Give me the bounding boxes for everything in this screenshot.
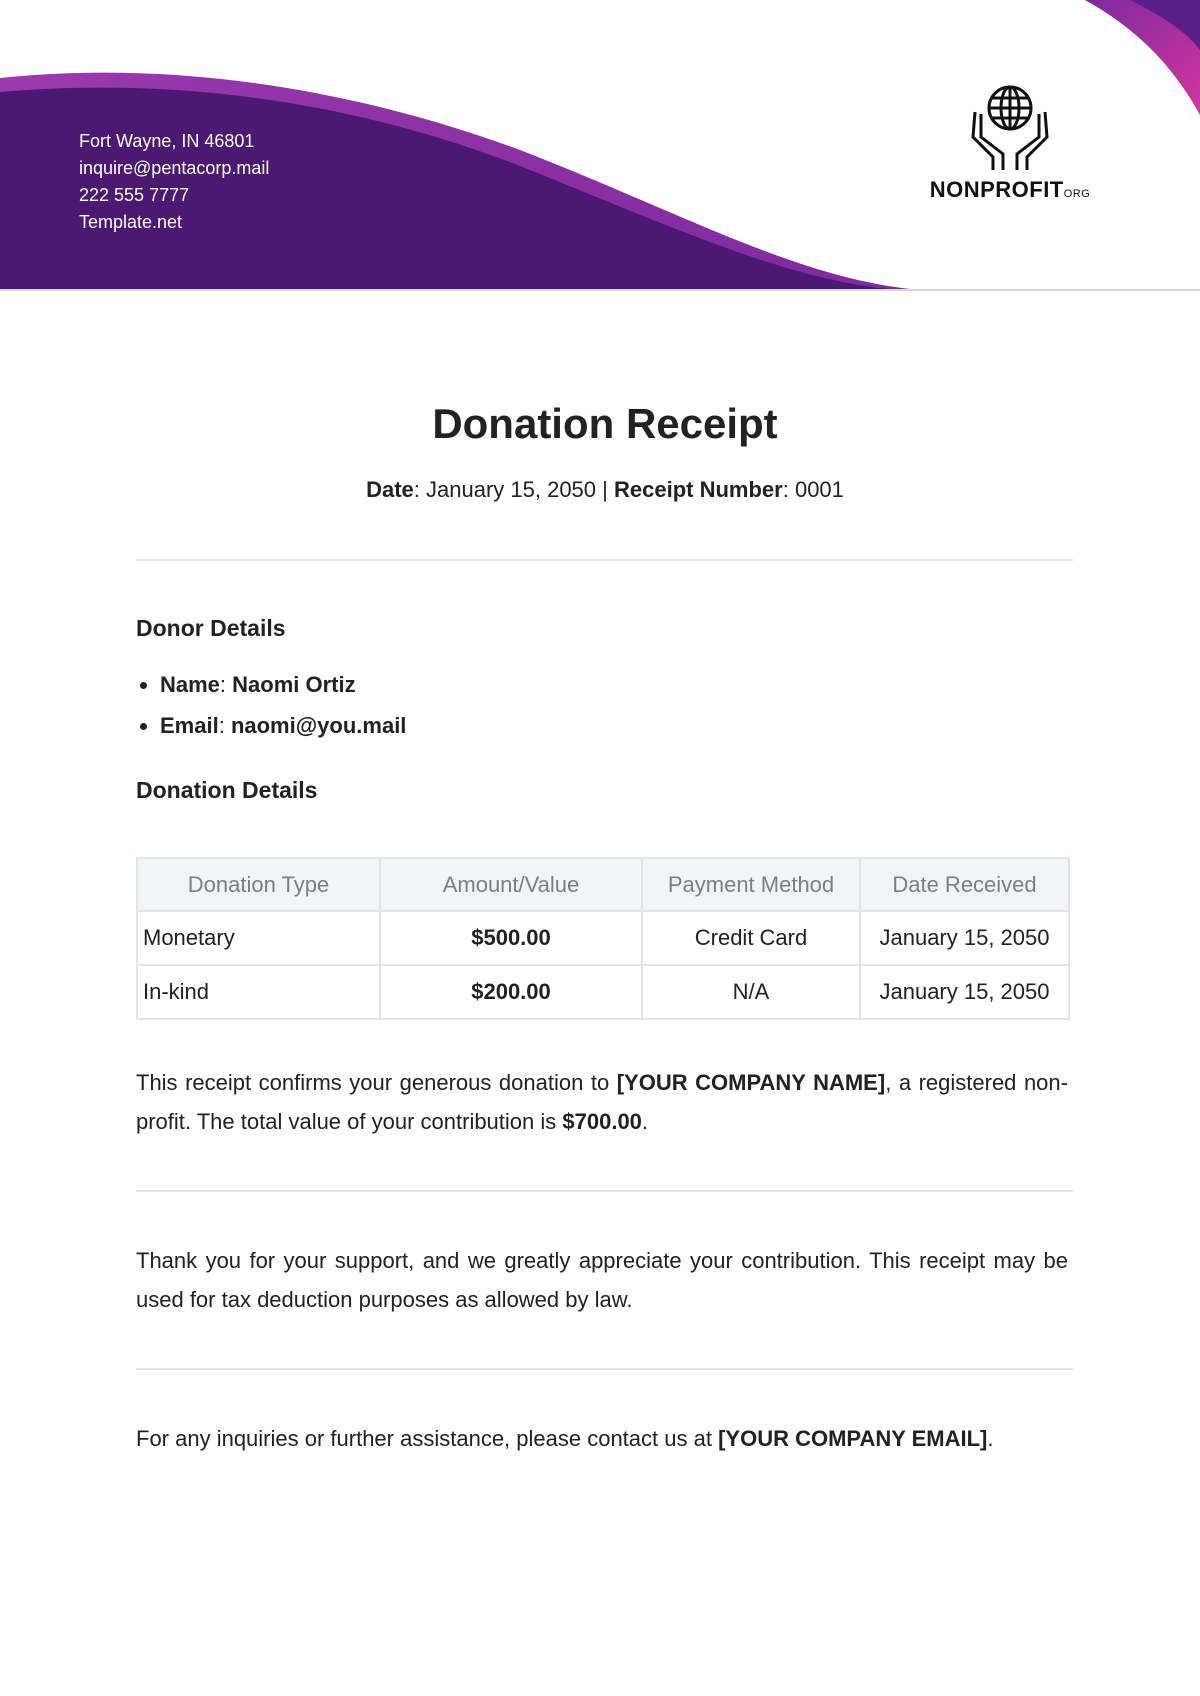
thank-you-paragraph: Thank you for your support, and we greatly appreciate your contribution. This receipt may be used for tax deduction purposes as allowed by law.: [136, 1248, 1068, 1312]
phone: 222 555 7777: [79, 185, 190, 205]
address: Fort Wayne, IN 46801: [79, 131, 255, 151]
cell-type: In-kind: [137, 965, 380, 1019]
table-row: [137, 911, 1069, 965]
table-header: [137, 858, 1069, 911]
email: inquire@pentacorp.mail: [79, 158, 270, 178]
cell-amount: $500.00: [380, 911, 642, 965]
cell-amount: $200.00: [380, 965, 642, 1019]
col-date-received: Date Received: [860, 858, 1069, 911]
contact-info: [79, 128, 269, 236]
donor-heading: Donor Details: [136, 615, 286, 641]
date-label: Date: [366, 477, 414, 502]
donor-name: • Name: Naomi Ortiz: [160, 664, 406, 705]
cell-method: Credit Card: [642, 911, 860, 965]
date-value: January 15, 2050: [426, 477, 597, 502]
logo: [910, 82, 1110, 203]
col-payment-method: Payment Method: [642, 858, 860, 911]
logo-name: NONPROFIT: [929, 177, 1064, 202]
cell-type: Monetary: [137, 911, 380, 965]
cell-date: January 15, 2050: [860, 965, 1069, 1019]
confirmation-paragraph: This receipt confirms your generous donation to [YOUR COMPANY NAME], a registered non-profit. The total value of your contribution is $700.00.: [136, 1070, 1068, 1134]
cell-date: January 15, 2050: [860, 911, 1069, 965]
col-donation-type: Donation Type: [137, 858, 380, 911]
receipt-meta: Date: January 15, 2050 | Receipt Number: 0001: [366, 477, 844, 502]
receipt-label: Receipt Number: [614, 477, 783, 502]
col-amount: Amount/Value: [380, 858, 642, 911]
cell-method: N/A: [642, 965, 860, 1019]
receipt-value: 0001: [794, 477, 844, 502]
divider: [136, 1368, 1073, 1370]
donor-email: • Email: naomi@you.mail: [160, 705, 406, 746]
table-row: [137, 965, 1069, 1019]
divider: [136, 559, 1073, 561]
website: Template.net: [79, 212, 183, 232]
contact-paragraph: For any inquiries or further assistance, please contact us at [YOUR COMPANY EMAIL].: [136, 1426, 994, 1451]
divider: [136, 1190, 1073, 1192]
hands-globe-icon: [965, 82, 1055, 172]
donation-heading: Donation Details: [136, 777, 318, 803]
donation-table: [136, 857, 1070, 1020]
page-title: Donation Receipt: [432, 400, 778, 447]
logo-suffix: ORG: [1063, 188, 1091, 200]
donor-list: [136, 664, 406, 746]
